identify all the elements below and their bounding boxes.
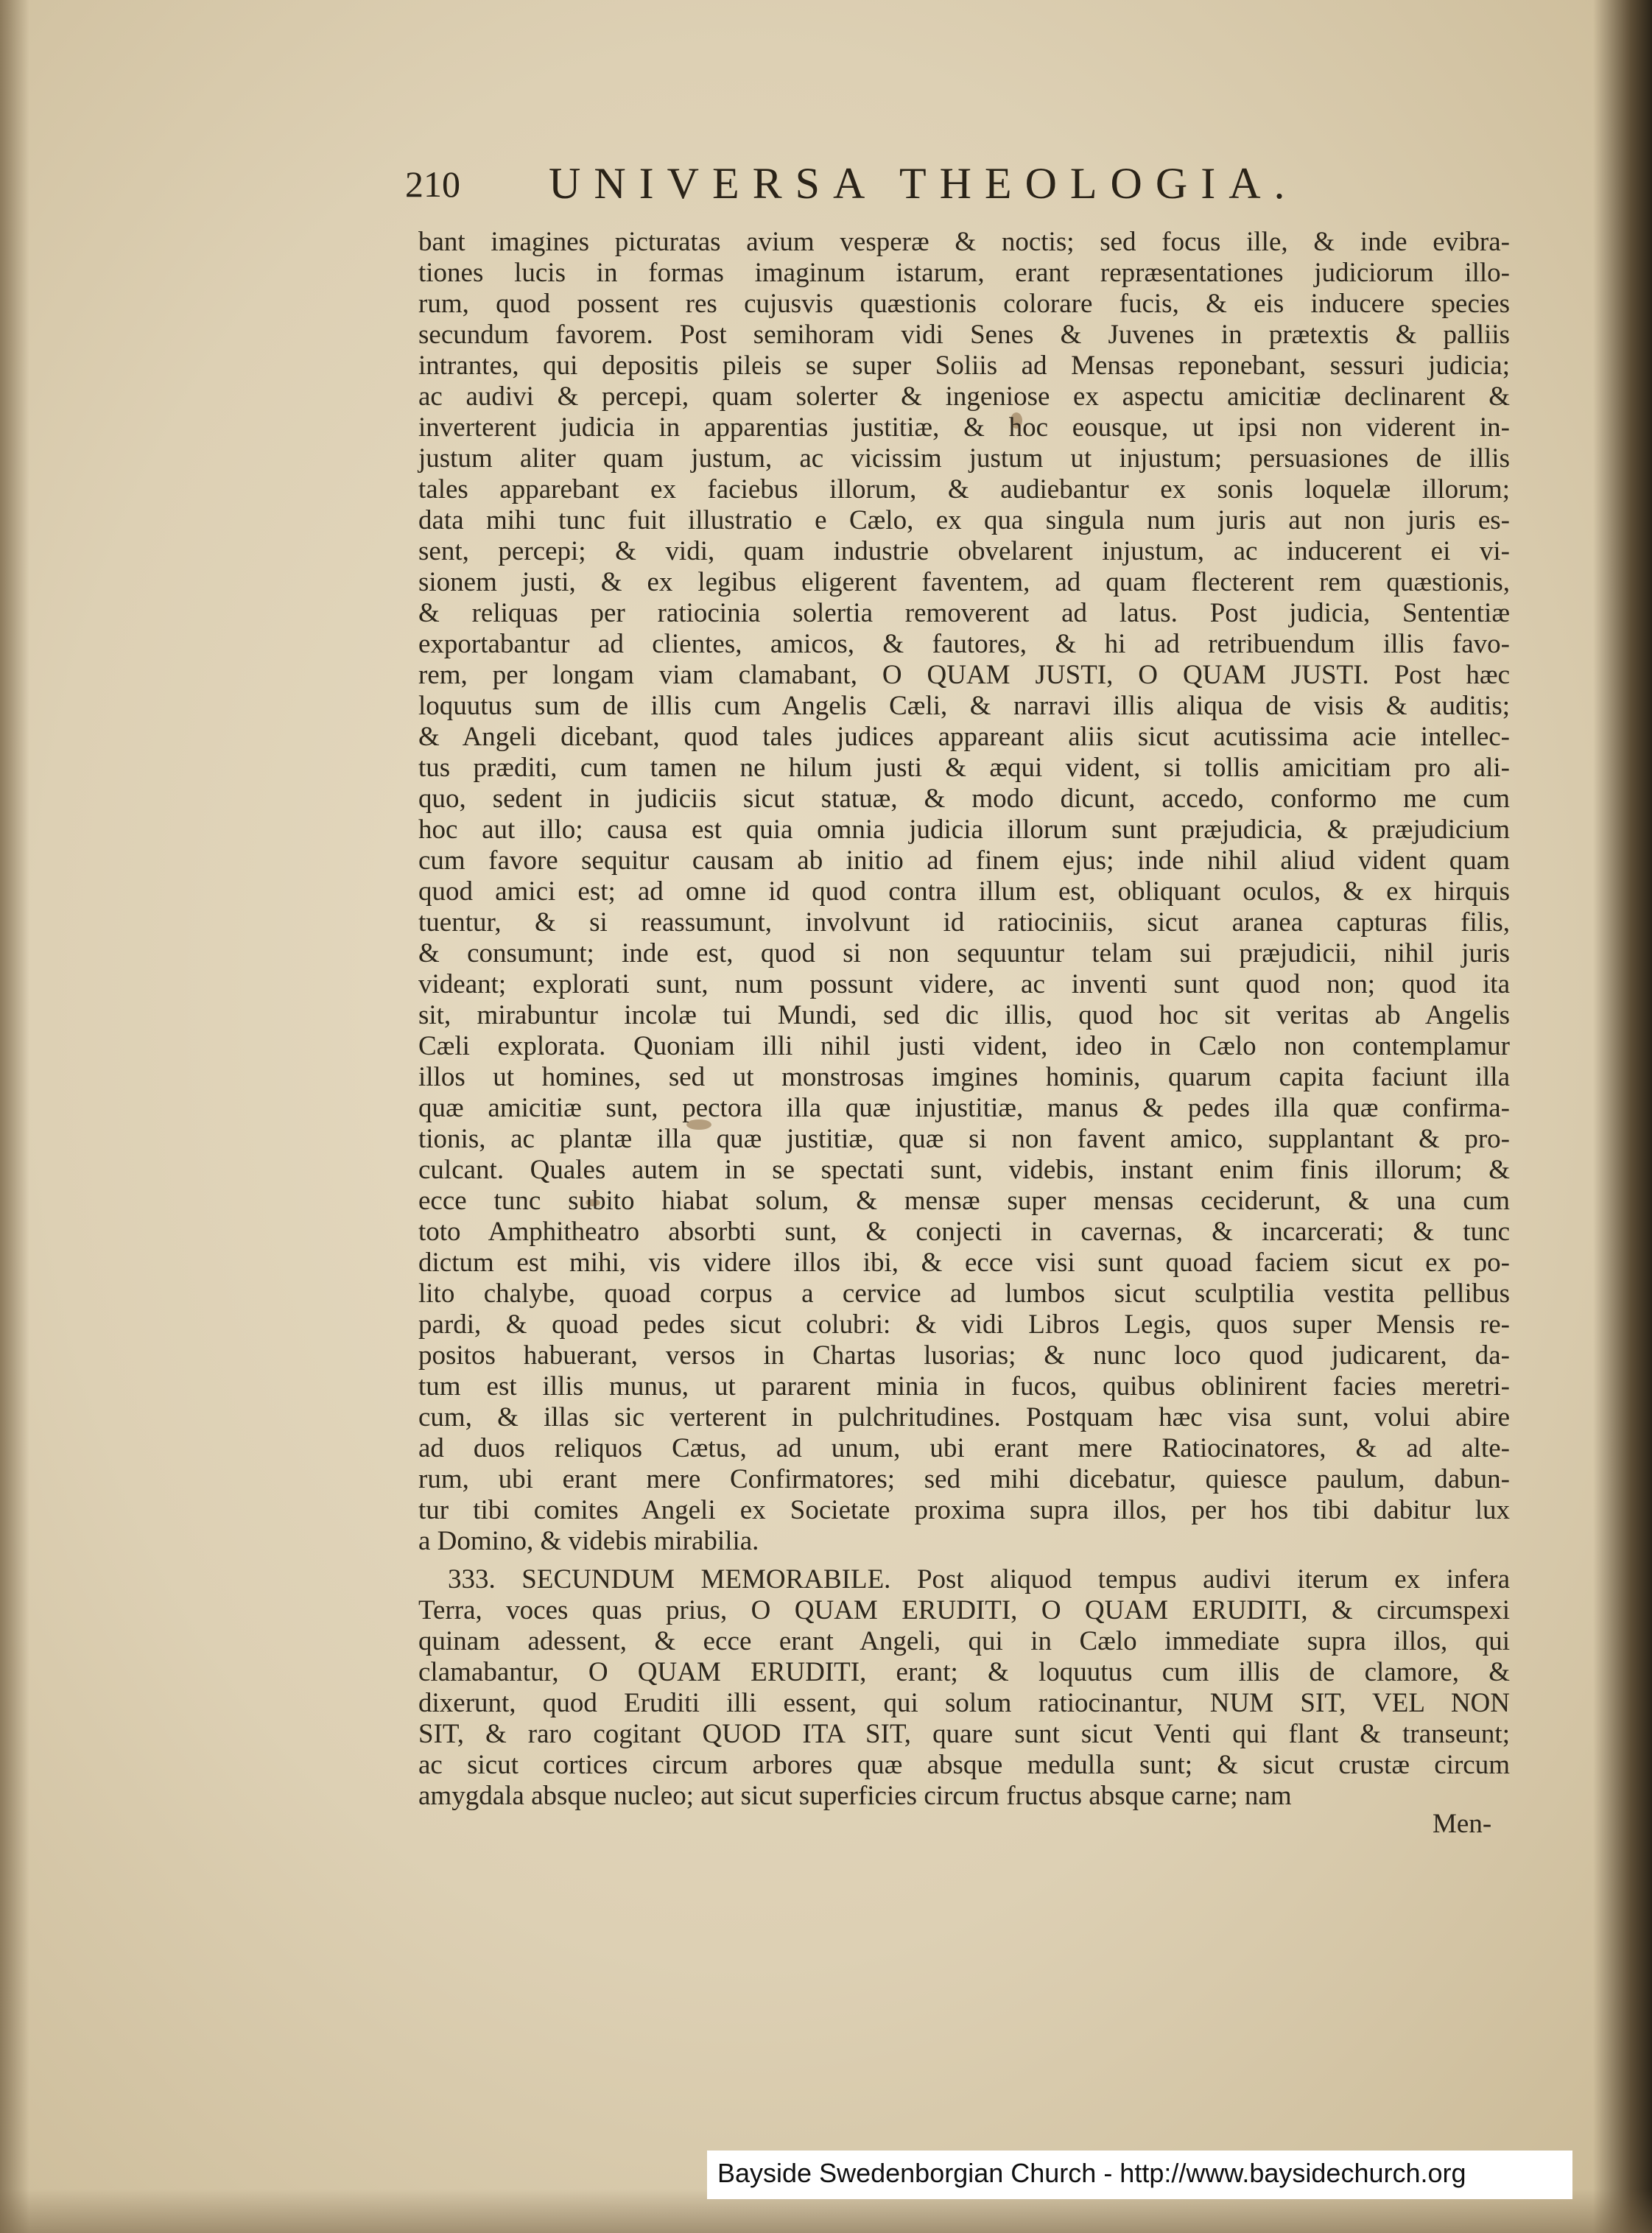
text-line: dixerunt, quod Eruditi illi essent, qui solum ratiocinantur, NUM SIT, VEL NON	[418, 1688, 1510, 1718]
text-line: ac sicut cortices circum arbores quæ absque medulla sunt; & sicut crustæ circum	[418, 1750, 1510, 1780]
text-line: ac audivi & percepi, quam solerter & ingeniose ex aspectu amicitiæ declinarent &	[418, 381, 1510, 412]
text-line: cum favore sequitur causam ab initio ad finem ejus; inde nihil aliud vident quam	[418, 845, 1510, 876]
main-paragraph	[418, 227, 1510, 1557]
text-line: tales apparebant ex faciebus illorum, & audiebantur ex sonis loquelæ illorum;	[418, 474, 1510, 504]
page-gutter-shadow	[0, 0, 29, 2233]
text-line: a Domino, & videbis mirabilia.	[418, 1526, 759, 1556]
text-line: 333. SECUNDUM MEMORABILE. Post aliquod tempus audivi iterum ex infera	[448, 1564, 1510, 1594]
text-line: positos habuerant, versos in Chartas lusorias; & nunc loco quod judicarent, da-	[418, 1340, 1510, 1371]
memorabile-paragraph	[418, 1564, 1510, 1812]
text-line: rum, ubi erant mere Confirmatores; sed mihi dicebatur, quiesce paulum, dabun-	[418, 1464, 1510, 1494]
text-line: sionem justi, & ex legibus eligerent faventem, ad quam flecterent rem quæstionis,	[418, 567, 1510, 597]
text-line: justum aliter quam justum, ac vicissim justum ut injustum; persuasiones de illis	[418, 443, 1510, 474]
footer-credit-bar	[707, 2151, 1572, 2199]
text-line: quinam adessent, & ecce erant Angeli, qui in Cælo immediate supra illos, qui	[418, 1626, 1510, 1656]
text-line: exportabantur ad clientes, amicos, & fautores, & hi ad retribuendum illis favo-	[418, 629, 1510, 659]
text-line: & reliquas per ratiocinia solertia removerent ad latus. Post judicia, Sententiæ	[418, 598, 1510, 628]
text-line: tur tibi comites Angeli ex Societate proxima supra illos, per hos tibi dabitur lux	[418, 1495, 1510, 1525]
text-line: Cæli explorata. Quoniam illi nihil justi vident, ideo in Cælo non contemplamur	[418, 1031, 1510, 1061]
text-line: ad duos reliquos Cætus, ad unum, ubi erant mere Ratiocinatores, & ad alte-	[418, 1433, 1510, 1463]
body-text	[418, 227, 1510, 1812]
catchword: Men-	[1433, 1809, 1492, 1839]
text-line: secundum favorem. Post semihoram vidi Senes & Juvenes in prætextis & palliis	[418, 320, 1510, 350]
text-line: illos ut homines, sed ut monstrosas imgines hominis, quarum capita faciunt illa	[418, 1062, 1510, 1092]
text-line: culcant. Quales autem in se spectati sunt, videbis, instant enim finis illorum; &	[418, 1155, 1510, 1185]
text-line: bant imagines picturatas avium vesperæ & noctis; sed focus ille, & inde evibra-	[418, 227, 1510, 257]
text-line: & Angeli dicebant, quod tales judices appareant aliis sicut acutissima acie intellec-	[418, 722, 1510, 752]
text-line: tionis, ac plantæ illa quæ justitiæ, quæ si non favent amico, supplantant & pro-	[418, 1124, 1510, 1154]
page-number: 210	[405, 163, 460, 205]
text-line: hoc aut illo; causa est quia omnia judicia illorum sunt præjudicia, & præjudicium	[418, 815, 1510, 845]
text-line: SIT, & raro cogitant QUOD ITA SIT, quare sunt sicut Venti qui flant & transeunt;	[418, 1719, 1510, 1749]
text-line: pardi, & quoad pedes sicut colubri: & vidi Libros Legis, quos super Mensis re-	[418, 1309, 1510, 1340]
text-line: clamabantur, O QUAM ERUDITI, erant; & loquutus cum illis de clamore, &	[418, 1657, 1510, 1687]
text-line: sent, percepi; & vidi, quam industrie obvelarent injustum, ac inducerent ei vi-	[418, 536, 1510, 566]
text-line: tiones lucis in formas imaginum istarum, erant repræsentationes judiciorum illo-	[418, 258, 1510, 288]
text-line: dictum est mihi, vis videre illos ibi, & ecce visi sunt quoad faciem sicut ex po-	[418, 1248, 1510, 1278]
text-line: videant; explorati sunt, num possunt videre, ac inventi sunt quod non; quod ita	[418, 969, 1510, 999]
text-line: intrantes, qui depositis pileis se super Soliis ad Mensas reponebant, sessuri judicia;	[418, 351, 1510, 381]
text-line: Terra, voces quas prius, O QUAM ERUDITI, O QUAM ERUDITI, & circumspexi	[418, 1595, 1510, 1625]
page-header	[405, 158, 1396, 210]
text-line: lito chalybe, quoad corpus a cervice ad lumbos sicut sculptilia vestita pellibus	[418, 1279, 1510, 1309]
text-line: amygdala absque nucleo; aut sicut superficies circum fructus absque carne; nam	[418, 1781, 1292, 1811]
text-line: quo, sedent in judiciis sicut statuæ, & modo dicunt, accedo, conformo me cum	[418, 784, 1510, 814]
text-line: ecce tunc subito hiabat solum, & mensæ super mensas ceciderunt, & una cum	[418, 1186, 1510, 1216]
text-line: rem, per longam viam clamabant, O QUAM JUSTI, O QUAM JUSTI. Post hæc	[418, 660, 1510, 690]
text-line: tus præditi, cum tamen ne hilum justi & æqui vident, si tollis amicitiam pro ali-	[418, 753, 1510, 783]
text-line: tum est illis munus, ut pararent minia in fucos, quibus oblinirent facies meretri-	[418, 1371, 1510, 1402]
page-right-edge-shadow	[1593, 0, 1652, 2233]
text-line: inverterent judicia in apparentias justitiæ, & hoc eousque, ut ipsi non viderent in-	[418, 412, 1510, 443]
paragraph-gap	[418, 1557, 1510, 1564]
text-line: tuentur, & si reassumunt, involvunt id ratiociniis, sicut aranea capturas filis,	[418, 907, 1510, 938]
running-title: UNIVERSA THEOLOGIA.	[549, 159, 1298, 208]
text-line: quæ amicitiæ sunt, pectora illa quæ injustitiæ, manus & pedes illa quæ confirma-	[418, 1093, 1510, 1123]
text-line: cum, & illas sic verterent in pulchritudines. Postquam hæc visa sunt, volui abire	[418, 1402, 1510, 1432]
text-line: & consumunt; inde est, quod si non sequuntur telam sui præjudicii, nihil juris	[418, 938, 1510, 968]
footer-credit-text: Bayside Swedenborgian Church - http://www.baysidechurch.org	[717, 2158, 1466, 2188]
text-line: toto Amphitheatro absorbti sunt, & conjecti in cavernas, & incarcerati; & tunc	[418, 1217, 1510, 1247]
text-line: quod amici est; ad omne id quod contra illum est, obliquant oculos, & ex hirquis	[418, 876, 1510, 907]
text-line: loquutus sum de illis cum Angelis Cæli, & narravi illis aliqua de visis & auditis;	[418, 691, 1510, 721]
text-line: data mihi tunc fuit illustratio e Cælo, ex qua singula num juris aut non juris es-	[418, 505, 1510, 535]
text-line: rum, quod possent res cujusvis quæstionis colorare fucis, & eis inducere species	[418, 289, 1510, 319]
text-line: sit, mirabuntur incolæ tui Mundi, sed dic illis, quod hoc sit veritas ab Angelis	[418, 1000, 1510, 1030]
